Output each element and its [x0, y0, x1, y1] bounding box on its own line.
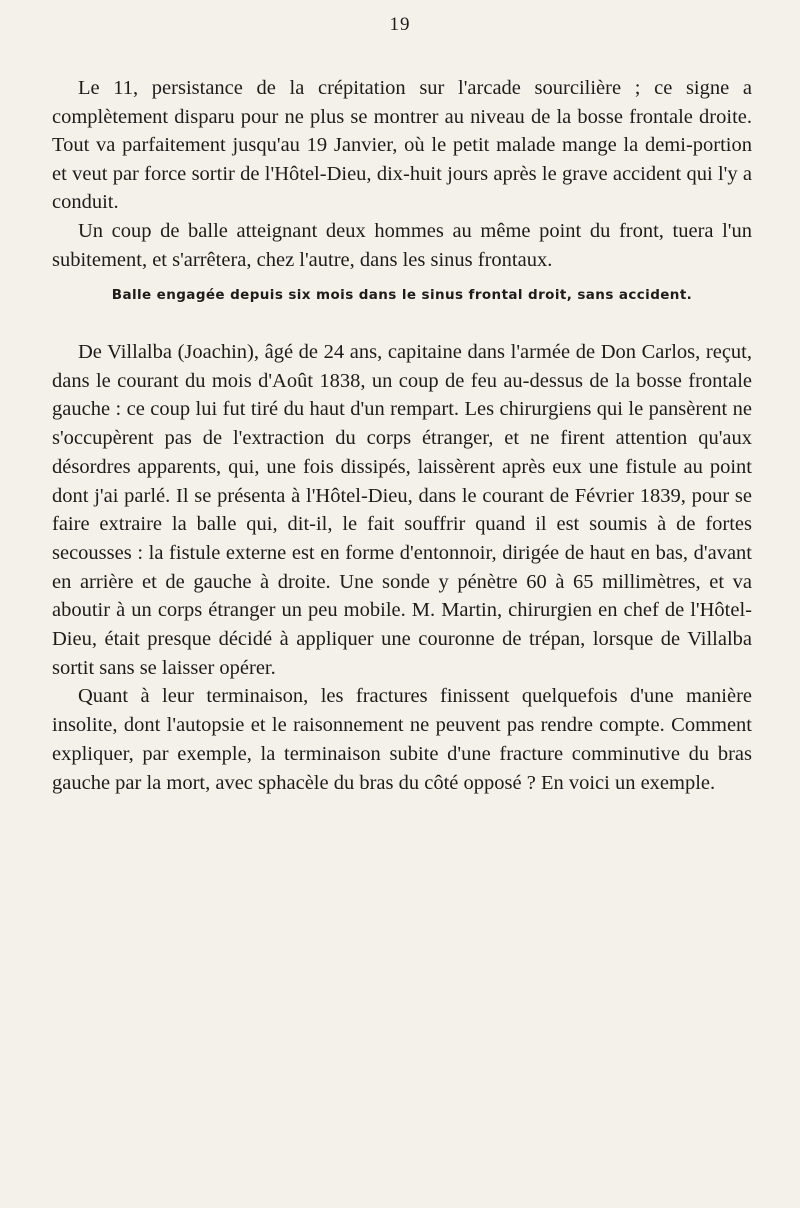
- paragraph: Le 11, persistance de la crépitation sur l'arcade sourcilière ; ce signe a complètement disparu pour ne plus se montrer au niveau de la bosse frontale droite. Tout va parfaitement jusqu'au 19 Janvier, où le petit malade mange la demi-portion et veut par force sortir de l'Hôtel-Dieu, dix-huit jours après le grave accident qui l'y a conduit.: [52, 77, 752, 214]
- text-block-top: [52, 74, 752, 274]
- paragraph: Quant à leur terminaison, les fractures finissent quelquefois d'une manière insolite, dont l'autopsie et le raisonnement ne peuvent pas rendre compte. Comment expliquer, par exemple, la terminaison subite d'une fracture comminutive du bras gauche par la mort, avec sphacèle du bras du côté opposé ? En voici un exemple.: [52, 685, 752, 794]
- page-number: 19: [389, 14, 411, 35]
- paragraph: Un coup de balle atteignant deux hommes au même point du front, tuera l'un subitement, et s'arrêtera, chez l'autre, dans les sinus frontaux.: [52, 219, 752, 271]
- text-block-bottom: [52, 338, 752, 797]
- section-heading: Balle engagée depuis six mois dans le sinus frontal droit, sans accident.: [111, 287, 693, 303]
- paragraph: De Villalba (Joachin), âgé de 24 ans, capitaine dans l'armée de Don Carlos, reçut, dans le courant du mois d'Août 1838, un coup de feu au-dessus de la bosse frontale gauche : ce coup lui fut tiré du haut d'un rempart. Les chirurgiens qui le pansèrent ne s'occupèrent pas de l'extraction du corps étranger, et ne firent attention qu'aux désordres apparents, qui, une fois dissipés, laissèrent après eux une fistule au point dont j'ai parlé. Il se présenta à l'Hôtel-Dieu, dans le courant de Février 1839, pour se faire extraire la balle qui, dit-il, le fait souffrir quand il est soumis à de fortes secousses : la fistule externe est en forme d'entonnoir, dirigée de haut en bas, d'avant en arrière et de gauche à droite. Une sonde y pénètre 60 à 65 millimètres, et va aboutir à un corps étranger un peu mobile. M. Martin, chirurgien en chef de l'Hôtel-Dieu, était presque décidé à appliquer une couronne de trépan, lorsque de Villalba sortit sans se laisser opérer.: [52, 341, 752, 679]
